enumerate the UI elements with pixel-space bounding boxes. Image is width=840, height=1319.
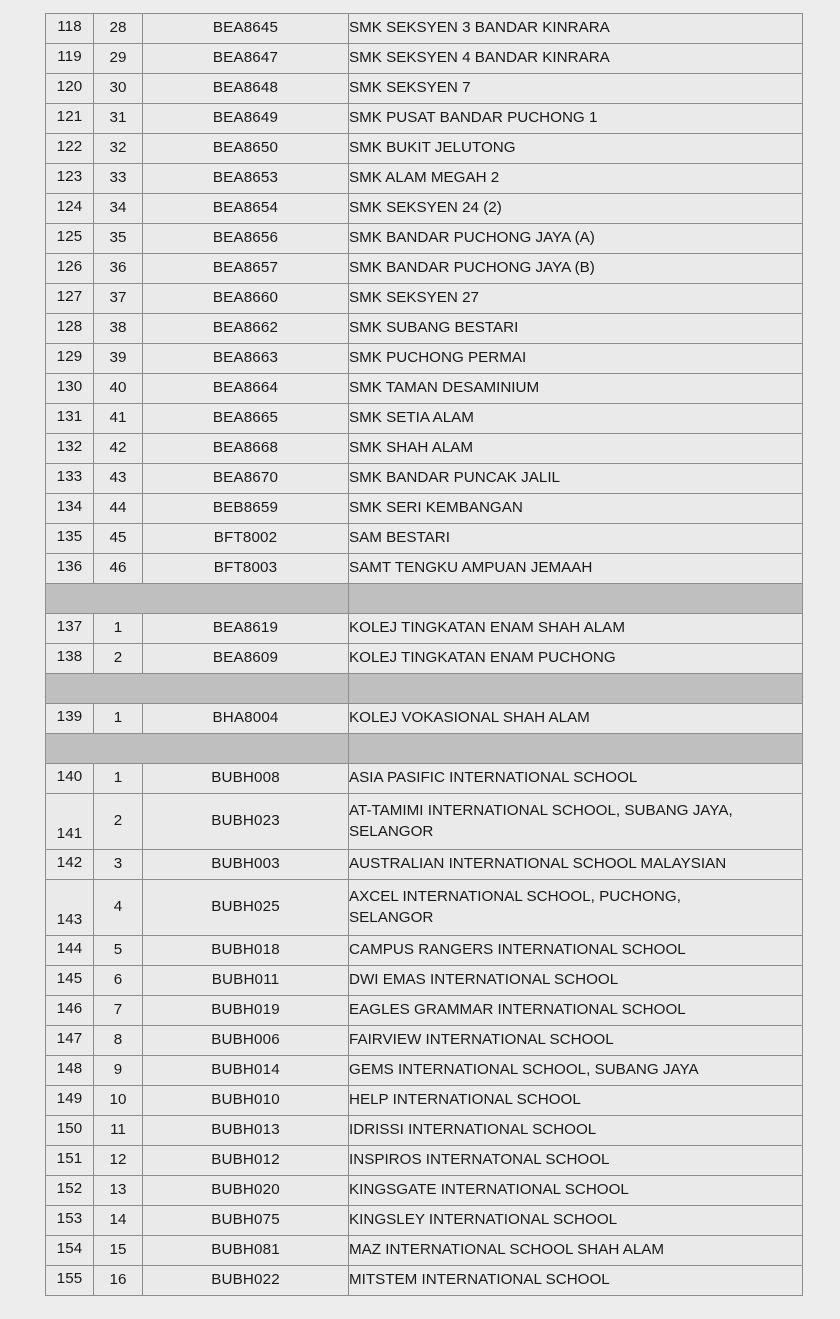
cell-school-name	[349, 464, 803, 494]
school-name-line: SMK TAMAN DESAMINIUM	[349, 379, 540, 397]
section-header-title	[46, 674, 349, 704]
cell-school-code: BUBH008	[143, 764, 349, 794]
cell-school-code: BUBH003	[143, 850, 349, 880]
table-row	[46, 314, 803, 344]
cell-bil: 145	[46, 966, 94, 996]
cell-bil: 153	[46, 1206, 94, 1236]
school-name-line: SELANGOR	[349, 822, 434, 840]
cell-school-code: BEA8665	[143, 404, 349, 434]
cell-bil: 130	[46, 374, 94, 404]
school-name-line: EAGLES GRAMMAR INTERNATIONAL SCHOOL	[349, 1001, 686, 1019]
table-row	[46, 794, 803, 850]
cell-no: 35	[94, 224, 143, 254]
cell-school-code: BEA8654	[143, 194, 349, 224]
table-row	[46, 164, 803, 194]
cell-school-code: BEA8660	[143, 284, 349, 314]
school-name-line: SMK SETIA ALAM	[349, 409, 474, 427]
cell-school-name	[349, 880, 803, 936]
cell-bil: 136	[46, 554, 94, 584]
school-name-line: ASIA PASIFIC INTERNATIONAL SCHOOL	[349, 769, 638, 787]
section-header-title	[46, 584, 349, 614]
table-row	[46, 524, 803, 554]
school-name-line: MITSTEM INTERNATIONAL SCHOOL	[349, 1271, 610, 1289]
cell-school-code: BUBH075	[143, 1206, 349, 1236]
table-row	[46, 1086, 803, 1116]
cell-school-name	[349, 936, 803, 966]
cell-school-name	[349, 344, 803, 374]
cell-school-code: BFT8002	[143, 524, 349, 554]
cell-school-code: BUBH012	[143, 1146, 349, 1176]
cell-school-code: BEA8648	[143, 74, 349, 104]
cell-bil: 149	[46, 1086, 94, 1116]
table-row	[46, 194, 803, 224]
cell-school-name	[349, 1266, 803, 1296]
school-name-line: HELP INTERNATIONAL SCHOOL	[349, 1091, 581, 1109]
cell-no: 45	[94, 524, 143, 554]
cell-school-name	[349, 644, 803, 674]
school-name-line: SMK SUBANG BESTARI	[349, 319, 519, 337]
cell-bil: 121	[46, 104, 94, 134]
school-name-line: SMK BANDAR PUNCAK JALIL	[349, 469, 560, 487]
cell-bil: 125	[46, 224, 94, 254]
table-row	[46, 1116, 803, 1146]
school-name-line: AT-TAMIMI INTERNATIONAL SCHOOL, SUBANG JAYA,	[349, 802, 733, 820]
table-row	[46, 1056, 803, 1086]
table-row	[46, 1266, 803, 1296]
cell-school-code: BEB8659	[143, 494, 349, 524]
cell-bil: 139	[46, 704, 94, 734]
cell-no: 6	[94, 966, 143, 996]
school-name-line: SMK PUSAT BANDAR PUCHONG 1	[349, 109, 598, 127]
cell-school-code: BEA8664	[143, 374, 349, 404]
cell-school-code: BUBH006	[143, 1026, 349, 1056]
school-name-line: SMK SEKSYEN 4 BANDAR KINRARA	[349, 49, 610, 67]
cell-school-code: BUBH014	[143, 1056, 349, 1086]
cell-bil: 119	[46, 44, 94, 74]
cell-school-name	[349, 104, 803, 134]
table-row	[46, 434, 803, 464]
school-name-line: IDRISSI INTERNATIONAL SCHOOL	[349, 1121, 597, 1139]
school-name-line: KOLEJ VOKASIONAL SHAH ALAM	[349, 709, 590, 727]
cell-school-code: BUBH011	[143, 966, 349, 996]
table-row	[46, 1236, 803, 1266]
school-name-line: INSPIROS INTERNATONAL SCHOOL	[349, 1151, 610, 1169]
cell-school-name	[349, 554, 803, 584]
school-name-line: SMK SEKSYEN 24 (2)	[349, 199, 502, 217]
cell-no: 13	[94, 1176, 143, 1206]
cell-school-code: BUBH019	[143, 996, 349, 1026]
cell-bil: 131	[46, 404, 94, 434]
table-row	[46, 966, 803, 996]
table-row	[46, 284, 803, 314]
cell-no: 15	[94, 1236, 143, 1266]
cell-bil: 148	[46, 1056, 94, 1086]
table-row	[46, 104, 803, 134]
cell-bil: 150	[46, 1116, 94, 1146]
cell-school-name	[349, 404, 803, 434]
cell-school-name	[349, 1056, 803, 1086]
cell-no: 14	[94, 1206, 143, 1236]
cell-no: 2	[94, 794, 143, 850]
cell-bil: 132	[46, 434, 94, 464]
cell-no: 5	[94, 936, 143, 966]
table-row	[46, 614, 803, 644]
school-name-line: SMK SEKSYEN 7	[349, 79, 471, 97]
table-row	[46, 880, 803, 936]
school-name-line: CAMPUS RANGERS INTERNATIONAL SCHOOL	[349, 941, 686, 959]
cell-bil: 129	[46, 344, 94, 374]
cell-no: 31	[94, 104, 143, 134]
table-row	[46, 464, 803, 494]
school-name-line: SMK BANDAR PUCHONG JAYA (B)	[349, 259, 595, 277]
school-name-line: KINGSGATE INTERNATIONAL SCHOOL	[349, 1181, 629, 1199]
cell-bil: 155	[46, 1266, 94, 1296]
cell-no: 39	[94, 344, 143, 374]
table-row	[46, 1206, 803, 1236]
cell-bil: 138	[46, 644, 94, 674]
school-name-line: MAZ INTERNATIONAL SCHOOL SHAH ALAM	[349, 1241, 665, 1259]
cell-no: 44	[94, 494, 143, 524]
cell-school-name	[349, 850, 803, 880]
cell-no: 46	[94, 554, 143, 584]
cell-school-code: BEA8663	[143, 344, 349, 374]
school-table-container	[45, 13, 802, 1296]
table-row	[46, 1026, 803, 1056]
cell-school-code: BUBH010	[143, 1086, 349, 1116]
school-name-line: KINGSLEY INTERNATIONAL SCHOOL	[349, 1211, 618, 1229]
table-row	[46, 644, 803, 674]
cell-school-name	[349, 254, 803, 284]
table-section-header-row	[46, 584, 803, 614]
cell-no: 4	[94, 880, 143, 936]
cell-bil: 154	[46, 1236, 94, 1266]
cell-school-name	[349, 134, 803, 164]
cell-no: 3	[94, 850, 143, 880]
table-row	[46, 554, 803, 584]
school-name-line: KOLEJ TINGKATAN ENAM PUCHONG	[349, 649, 616, 667]
table-row	[46, 1176, 803, 1206]
cell-no: 12	[94, 1146, 143, 1176]
cell-bil: 118	[46, 14, 94, 44]
table-row	[46, 936, 803, 966]
cell-no: 37	[94, 284, 143, 314]
cell-school-code: BUBH023	[143, 794, 349, 850]
cell-bil: 143	[46, 880, 94, 936]
school-name-line: SMK SEKSYEN 3 BANDAR KINRARA	[349, 19, 610, 37]
table-row	[46, 74, 803, 104]
cell-bil: 140	[46, 764, 94, 794]
cell-school-name	[349, 1146, 803, 1176]
cell-no: 11	[94, 1116, 143, 1146]
cell-school-code: BEA8670	[143, 464, 349, 494]
cell-school-name	[349, 14, 803, 44]
cell-bil: 128	[46, 314, 94, 344]
cell-no: 1	[94, 704, 143, 734]
school-name-line: AXCEL INTERNATIONAL SCHOOL, PUCHONG,	[349, 888, 681, 906]
school-name-line: SMK ALAM MEGAH 2	[349, 169, 500, 187]
school-name-line: SELANGOR	[349, 908, 434, 926]
cell-no: 43	[94, 464, 143, 494]
cell-school-code: BEA8668	[143, 434, 349, 464]
cell-bil: 135	[46, 524, 94, 554]
table-section-header-row	[46, 674, 803, 704]
table-row	[46, 404, 803, 434]
cell-school-code: BUBH013	[143, 1116, 349, 1146]
cell-bil: 127	[46, 284, 94, 314]
cell-bil: 152	[46, 1176, 94, 1206]
school-name-line: KOLEJ TINGKATAN ENAM SHAH ALAM	[349, 619, 625, 637]
table-section-header-row	[46, 734, 803, 764]
cell-no: 1	[94, 764, 143, 794]
table-row	[46, 344, 803, 374]
cell-school-code: BEA8645	[143, 14, 349, 44]
cell-school-name	[349, 1206, 803, 1236]
cell-no: 34	[94, 194, 143, 224]
cell-school-code: BUBH018	[143, 936, 349, 966]
cell-school-code: BFT8003	[143, 554, 349, 584]
cell-bil: 142	[46, 850, 94, 880]
cell-school-code: BEA8657	[143, 254, 349, 284]
cell-school-name	[349, 194, 803, 224]
section-header-title	[46, 734, 349, 764]
cell-school-name	[349, 996, 803, 1026]
school-name-line: GEMS INTERNATIONAL SCHOOL, SUBANG JAYA	[349, 1061, 699, 1079]
cell-school-code: BEA8656	[143, 224, 349, 254]
cell-school-name	[349, 74, 803, 104]
cell-bil: 133	[46, 464, 94, 494]
school-name-line: SMK PUCHONG PERMAI	[349, 349, 527, 367]
cell-bil: 120	[46, 74, 94, 104]
cell-no: 38	[94, 314, 143, 344]
section-header-spacer	[349, 734, 803, 764]
cell-no: 8	[94, 1026, 143, 1056]
cell-no: 10	[94, 1086, 143, 1116]
cell-school-code: BEA8653	[143, 164, 349, 194]
cell-bil: 151	[46, 1146, 94, 1176]
school-name-line: SMK SHAH ALAM	[349, 439, 474, 457]
cell-school-code: BEA8619	[143, 614, 349, 644]
cell-bil: 123	[46, 164, 94, 194]
cell-school-code: BEA8662	[143, 314, 349, 344]
cell-school-code: BEA8649	[143, 104, 349, 134]
school-name-line: SMK BUKIT JELUTONG	[349, 139, 516, 157]
cell-school-name	[349, 284, 803, 314]
cell-school-name	[349, 794, 803, 850]
cell-school-code: BUBH081	[143, 1236, 349, 1266]
cell-bil: 146	[46, 996, 94, 1026]
cell-school-name	[349, 314, 803, 344]
cell-school-code: BEA8609	[143, 644, 349, 674]
cell-no: 1	[94, 614, 143, 644]
school-table-body	[46, 14, 803, 1296]
cell-school-name	[349, 374, 803, 404]
school-name-line: SMK BANDAR PUCHONG JAYA (A)	[349, 229, 595, 247]
section-header-spacer	[349, 674, 803, 704]
school-name-line: SAM BESTARI	[349, 529, 450, 547]
cell-school-name	[349, 704, 803, 734]
table-row	[46, 374, 803, 404]
cell-bil: 124	[46, 194, 94, 224]
school-name-line: AUSTRALIAN INTERNATIONAL SCHOOL MALAYSIAN	[349, 855, 727, 873]
cell-school-code: BHA8004	[143, 704, 349, 734]
cell-school-name	[349, 1116, 803, 1146]
cell-school-code: BUBH022	[143, 1266, 349, 1296]
cell-bil: 141	[46, 794, 94, 850]
table-row	[46, 996, 803, 1026]
section-header-spacer	[349, 584, 803, 614]
cell-school-name	[349, 494, 803, 524]
cell-no: 2	[94, 644, 143, 674]
table-row	[46, 704, 803, 734]
cell-bil: 147	[46, 1026, 94, 1056]
table-row	[46, 764, 803, 794]
cell-school-name	[349, 224, 803, 254]
school-name-line: SAMT TENGKU AMPUAN JEMAAH	[349, 559, 593, 577]
cell-no: 36	[94, 254, 143, 284]
table-row	[46, 1146, 803, 1176]
table-row	[46, 134, 803, 164]
cell-bil: 122	[46, 134, 94, 164]
cell-no: 33	[94, 164, 143, 194]
table-row	[46, 494, 803, 524]
cell-school-name	[349, 966, 803, 996]
cell-bil: 126	[46, 254, 94, 284]
cell-school-code: BEA8647	[143, 44, 349, 74]
cell-school-name	[349, 44, 803, 74]
cell-bil: 134	[46, 494, 94, 524]
cell-school-code: BUBH020	[143, 1176, 349, 1206]
cell-bil: 137	[46, 614, 94, 644]
school-listing-table	[45, 13, 803, 1296]
cell-school-code: BUBH025	[143, 880, 349, 936]
cell-school-code: BEA8650	[143, 134, 349, 164]
school-name-line: FAIRVIEW INTERNATIONAL SCHOOL	[349, 1031, 614, 1049]
cell-school-name	[349, 1176, 803, 1206]
cell-bil: 144	[46, 936, 94, 966]
cell-no: 28	[94, 14, 143, 44]
cell-no: 30	[94, 74, 143, 104]
cell-no: 42	[94, 434, 143, 464]
cell-school-name	[349, 1236, 803, 1266]
cell-no: 16	[94, 1266, 143, 1296]
cell-no: 40	[94, 374, 143, 404]
school-name-line: DWI EMAS INTERNATIONAL SCHOOL	[349, 971, 619, 989]
cell-no: 41	[94, 404, 143, 434]
cell-school-name	[349, 614, 803, 644]
school-name-line: SMK SERI KEMBANGAN	[349, 499, 523, 517]
cell-school-name	[349, 434, 803, 464]
cell-school-name	[349, 1086, 803, 1116]
cell-school-name	[349, 524, 803, 554]
school-name-line: SMK SEKSYEN 27	[349, 289, 479, 307]
cell-no: 32	[94, 134, 143, 164]
cell-no: 9	[94, 1056, 143, 1086]
cell-no: 7	[94, 996, 143, 1026]
table-row	[46, 224, 803, 254]
table-row	[46, 14, 803, 44]
cell-school-name	[349, 764, 803, 794]
cell-school-name	[349, 164, 803, 194]
table-row	[46, 44, 803, 74]
cell-school-name	[349, 1026, 803, 1056]
table-row	[46, 850, 803, 880]
cell-no: 29	[94, 44, 143, 74]
table-row	[46, 254, 803, 284]
